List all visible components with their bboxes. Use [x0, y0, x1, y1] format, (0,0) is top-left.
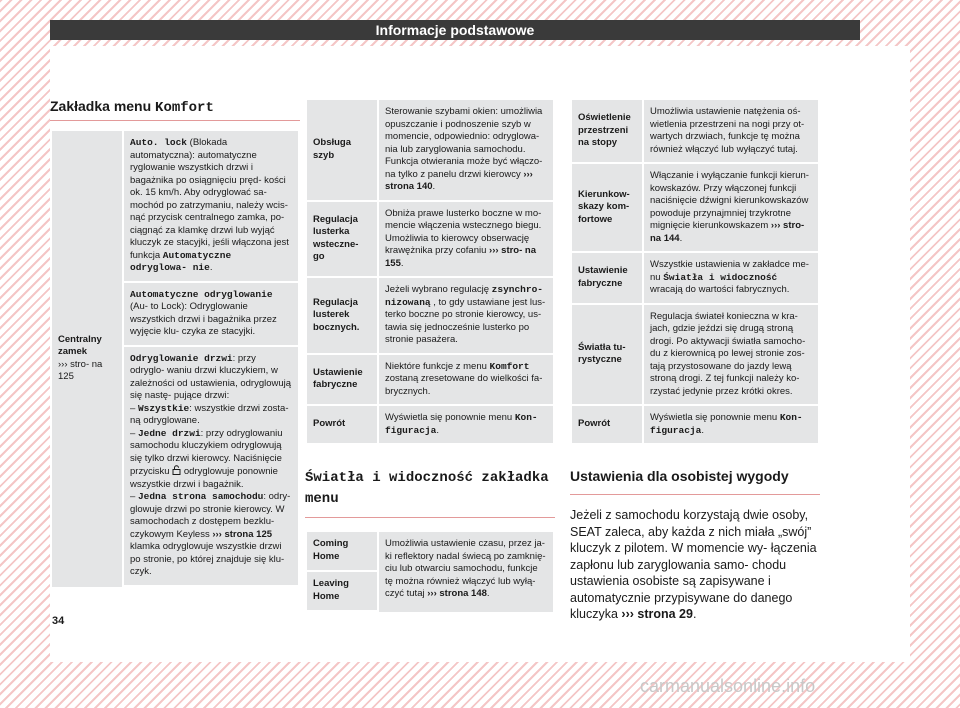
table-row [572, 305, 818, 405]
row-description: Wyświetla się ponownie menu Kon- figuracja. [644, 406, 818, 443]
row-description: Włączanie i wyłączanie funkcji kierun- kowskazów. Przy włączonej funkcji naciśnięcie dźwigni kierunkowskazów powoduje przynajmniej trzykrotne mignięcie kierunkowskazem ››› stro- na 144. [644, 164, 818, 251]
row-label: Powrót [307, 406, 377, 443]
row-label: Światła tu- rystyczne [572, 305, 642, 405]
row-label: Kierunkow- skazy kom- fortowe [572, 164, 642, 251]
central-lock-options [124, 131, 298, 587]
table-row [307, 532, 553, 612]
row-label-coming-home: Coming Home [307, 532, 377, 570]
coming-leaving-labels [307, 532, 377, 612]
section-title-lights: Światła i widoczność zakładka menu [305, 467, 555, 518]
row-label: Powrót [572, 406, 642, 443]
table-row [307, 355, 553, 405]
option-door-unlock: Odryglowanie drzwi: przy odryglo- waniu drzwi kluczykiem, w zależności od ustawienia, odryglowują się nastę- pujące drzwi: – Wszystkie: wszystkie drzwi zosta- ną odryglowane. – Jedne drzwi: przy odryglowaniu samochodu kluczykiem odryglowują się tylko drzwi kierowcy. Naciśnięcie przycisku odryglowuje ponownie wszystkie drzwi i bagażnik. – Jedna strona samochodu: odry- glowuje drzwi po stronie kierowcy. W samochodach z dostępem bezklu- czykowym Keyless ››› strona 125 klamka odryglowuje wszystkie drzwi po stronie, po której znajduje się klu- czyk. [124, 347, 298, 585]
section-title-personal: Ustawienia dla osobistej wygody [570, 467, 820, 495]
page-reference: ››› strona 148 [427, 588, 487, 599]
option-auto-unlock: Automatyczne odryglowanie (Au- to Lock): Odryglowanie wszystkich drzwi i bagażnika przez wyjęcie klu- czyka ze stacyjki. [124, 283, 298, 345]
table-row [307, 202, 553, 277]
column-left [50, 98, 300, 589]
page-reference: ››› strona 125 [212, 528, 273, 540]
row-description: Jeżeli wybrano regulację zsynchro- nizowaną , to gdy ustawiane jest lus- terko boczne po stronie kierowcy, us- tawia się jednocześnie lusterko po stronie pasażera. [379, 278, 553, 353]
watermark: carmanualsonline.info [640, 676, 816, 696]
section-title-komfort: Zakładka menu Komfort [50, 98, 300, 121]
row-description: Regulacja świateł konieczna w kra- jach, gdzie jeździ się drugą stroną drogi. Po aktywacji światła samocho- du z kierownicą po lewej stronie zos- tają przystosowane do jazdy lewą stroną drogi. Z tej funkcji należy ko- rzystać jedynie przez krótki okres. [644, 305, 818, 405]
page-header: Informacje podstawowe [50, 20, 860, 40]
page-number: 34 [52, 615, 65, 627]
row-description: Wszystkie ustawienia w zakładce me- nu Światła i widoczność wracają do wartości fabrycznych. [644, 253, 818, 303]
row-label: Obsługa szyb [307, 100, 377, 200]
page-reference: ››› stro- na 144 [650, 220, 805, 244]
row-description: Umożliwia ustawienie natężenia oś- wietlenia przestrzeni na nogi przy ot- wartych drzwiach, funkcje tę można również włączyć lub wyłączyć tutaj. [644, 100, 818, 162]
row-label: Oświetlenie przestrzeni na stopy [572, 100, 642, 162]
lights-table [570, 98, 820, 445]
coming-leaving-table [305, 530, 555, 614]
row-label: Ustawienie fabryczne [572, 253, 642, 303]
page-reference: ››› stro- na 155 [385, 245, 536, 269]
row-label: Regulacja lusterka wsteczne- go [307, 202, 377, 277]
table-row [307, 406, 553, 443]
unlock-icon [172, 465, 181, 475]
row-label-leaving-home: Leaving Home [307, 572, 377, 610]
table-row [307, 278, 553, 353]
option-auto-lock: Auto. lock (Blokada automatyczna): automatyczne ryglowanie wszystkich drzwi i bagażnika po osiągnięciu pręd- kości ok. 15 km/h. Aby odryglować sa- mochód po zatrzymaniu, należy wcis- nąć przycisk centralnego zamka, po- ciągnąć za klamkę drzwi lub wyjąć kluczyk ze stacyjki, jeśli włączona jest funkcja Automatyczne odryglowa- nie. [124, 131, 298, 281]
row-label-central-lock: Centralny zamek ››› stro- na 125 [52, 131, 122, 587]
row-description: Obniża prawe lusterko boczne w mo- mencie włączenia wstecznego biegu. Umożliwia to kierowcy obserwację krawężnika przy cofaniu ››› stro- na 155. [379, 202, 553, 277]
windows-mirrors-table [305, 98, 555, 445]
column-right [570, 98, 820, 623]
row-label: Ustawienie fabryczne [307, 355, 377, 405]
table-row [52, 131, 298, 587]
page-reference: ››› strona 140 [385, 168, 533, 192]
coming-leaving-desc: Umożliwia ustawienie czasu, przez ja- ki reflektory nadal świecą po zamknię- ciu lub otwarciu samochodu, funkcje tę można również włączyć lub wyłą- czyć tutaj ››› strona 148. [379, 532, 553, 612]
page-reference: ››› stro- na 125 [58, 358, 103, 383]
table-row [572, 100, 818, 162]
row-description: Niektóre funkcje z menu Komfort zostaną zresetowane do wielkości fa- brycznych. [379, 355, 553, 405]
page-reference: ››› strona 29 [621, 607, 693, 621]
row-description: Sterowanie szybami okien: umożliwia opuszczanie i podnoszenie szyb w momencie, odpowiednio: odryglowa- nia lub zaryglowania samochodu. Funkcja otwierania może być włączo- na tylko z panelu drzwi kierowcy ››› strona 140. [379, 100, 553, 200]
personal-settings-text: Jeżeli z samochodu korzystają dwie osoby, SEAT zaleca, aby każda z nich miała „swój” kluczyk z pilotem. W momencie wy- łączenia zapłonu lub zaryglowania samo- chodu ustawienia osobiste są zapisywane i automatycznie przypisywane do danego kluczyka ››› strona 29. [570, 508, 817, 621]
table-row [572, 253, 818, 303]
komfort-table [50, 129, 300, 589]
table-row [307, 100, 553, 200]
column-middle [305, 98, 555, 614]
table-row [572, 406, 818, 443]
row-label: Regulacja lusterek bocznych. [307, 278, 377, 353]
row-description: Wyświetla się ponownie menu Kon- figuracja. [379, 406, 553, 443]
table-row [572, 164, 818, 251]
